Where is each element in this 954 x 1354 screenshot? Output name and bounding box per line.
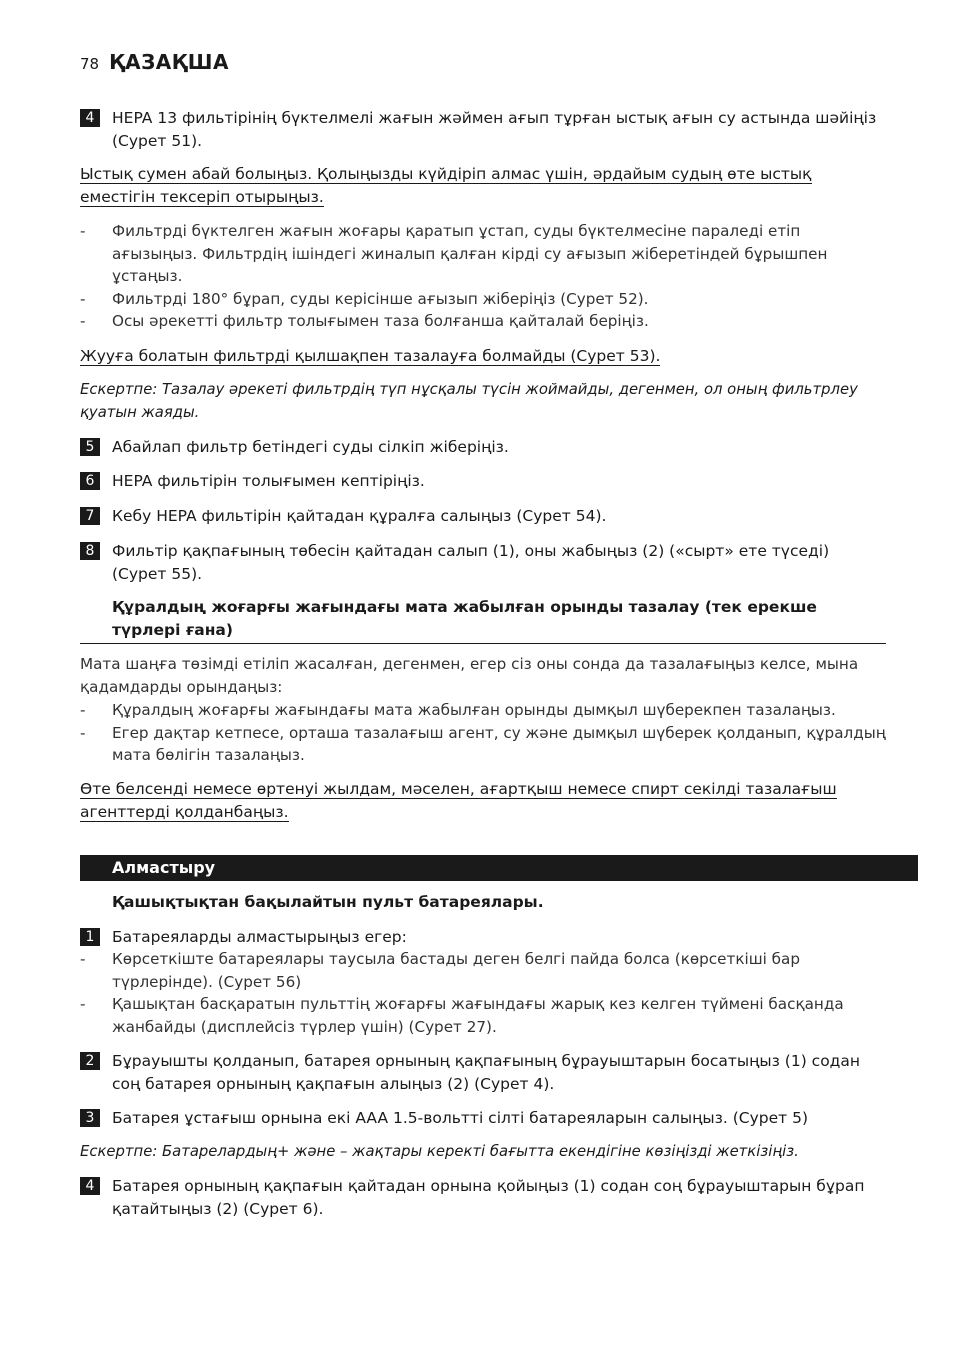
warning-line-2: агенттерді қолданбаңыз.: [80, 802, 289, 821]
step-text: Фильтір қақпағының төбесін қайтадан салып (1), оны жабыңыз (2) («сырт» ете түседі) (Сурет 55).: [112, 542, 830, 583]
step-5: [80, 436, 886, 459]
list-item: - Көрсеткіште батареялары таусыла бастады деген белгі пайда болса (көрсеткіші бар түрлерінде). (Сурет 56): [80, 950, 800, 991]
list-item: - Егер дақтар кетпесе, орташа тазалағыш агент, су және дымқыл шүберек қолданып, құралдың мата бөлігін тазалаңыз.: [80, 723, 886, 764]
warning-line-1: Ыстық сумен абай болыңыз. Қолыңызды күйдіріп алмас үшін, әрдайым судың өте ыстық: [80, 165, 812, 183]
step-text: Батарея орнының қақпағын қайтадан орнына қойыңыз (1) содан соң бұрауыштарын бұрап қатайтыңыз (2) (Сурет 6).: [112, 1177, 865, 1218]
replace-step-4: [80, 1175, 886, 1220]
language-title: ҚАЗАҚША: [109, 50, 229, 74]
step-number: 6: [80, 472, 100, 490]
step-text: Батареяларды алмастырыңыз егер:: [112, 928, 407, 946]
step-number: 7: [80, 507, 100, 525]
step-number: 8: [80, 542, 100, 560]
step-7: [80, 505, 886, 528]
hot-water-warning: [80, 163, 886, 208]
agents-warning: [80, 778, 886, 823]
section-bar-replacement: Алмастыру: [80, 855, 918, 881]
step-text: Кебу HEPA фильтірін қайтадан құралға салыңыз (Сурет 54).: [112, 507, 607, 525]
list-item: - Фильтрді бүктелген жағын жоғары қаратып ұстап, суды бүктелмесіне параледі етіп ағызыңыз. Фильтрдің ішіндегі жиналып қалған кірді су ағызып жіберетіндей бұрышпен ұстаңыз.: [80, 222, 828, 285]
battery-subheading: Қашықтықтан бақылайтын пульт батареялары.: [112, 893, 544, 911]
page-number: 78: [80, 55, 100, 73]
battery-bullets: [80, 948, 886, 1038]
step-4-hepa-rinse: [80, 107, 886, 152]
step-number: 5: [80, 438, 100, 456]
warning-line-2: еместігін тексеріп отырыңыз.: [80, 187, 324, 206]
replace-step-2: [80, 1050, 886, 1095]
list-item: - Құралдың жоғарғы жағындағы мата жабылған орынды дымқыл шүберекпен тазалаңыз.: [80, 701, 836, 719]
list-item: - Осы әрекетті фильтр толығымен таза болғанша қайталай беріңіз.: [80, 312, 649, 330]
replace-step-1: [80, 926, 886, 949]
brush-warning: Жууға болатын фильтрді қылшақпен тазалауға болмайды (Сурет 53).: [80, 347, 661, 365]
list-item: - Фильтрді 180° бұрап, суды керісінше ағызып жіберіңіз (Сурет 52).: [80, 289, 649, 308]
rinse-bullets: [80, 220, 886, 333]
list-item: - Қашықтан басқаратын пульттің жоғарғы жағындағы жарық кез келген түймені басқанда жанбайды (дисплейсіз түрлер үшін) (Сурет 27).: [80, 995, 844, 1036]
step-text: HEPA 13 фильтірінің бүктелмелі жағын жәймен ағып тұрған ыстық ағын су астында шәйіңіз (Сурет 51).: [112, 109, 877, 150]
step-number: 2: [80, 1052, 100, 1070]
step-text: Абайлап фильтр бетіндегі суды сілкіп жіберіңіз.: [112, 438, 509, 456]
step-number: 3: [80, 1109, 100, 1127]
step-8: [80, 540, 886, 585]
page-header: [80, 50, 229, 74]
replace-step-3: [80, 1107, 886, 1130]
step-text: Батарея ұстағыш орнына екі AAA 1.5-вольтті сілті батареяларын салыңыз. (Сурет 5): [112, 1109, 809, 1127]
note-battery-polarity: Ескертпе: Батарелардың+ және – жақтары керекті бағытта екендігіне көзіңізді жеткізіңіз.: [80, 1143, 799, 1160]
fabric-paragraph: Мата шаңға төзімді етіліп жасалған, дегенмен, егер сіз оны сонда да тазалағыңыз келсе, мына қадамдарды орындаңыз:: [80, 655, 859, 696]
step-number: 1: [80, 928, 100, 946]
step-number: 4: [80, 1177, 100, 1195]
fabric-bullets: [80, 699, 886, 767]
fabric-cleaning-heading: Құралдың жоғарғы жағындағы мата жабылған орынды тазалау (тек ерекше түрлері ғана): [80, 596, 886, 644]
note-color: Ескертпе: Тазалау әрекеті фильтрдің түп нұсқалы түсін жоймайды, дегенмен, ол оның фильтрлеу қуатын жаяды.: [80, 381, 858, 421]
step-text: HEPA фильтірін толығымен кептіріңіз.: [112, 472, 425, 490]
step-number: 4: [80, 109, 100, 127]
warning-line-1: Өте белсенді немесе өртенуі жылдам, мәселен, ағартқыш немесе спирт секілді тазалағыш: [80, 780, 837, 798]
step-6: [80, 470, 886, 493]
step-text: Бұрауышты қолданып, батарея орнының қақпағының бұрауыштарын босатыңыз (1) содан соң батарея орнының қақпағын алыңыз (2) (Сурет 4).: [112, 1052, 861, 1093]
